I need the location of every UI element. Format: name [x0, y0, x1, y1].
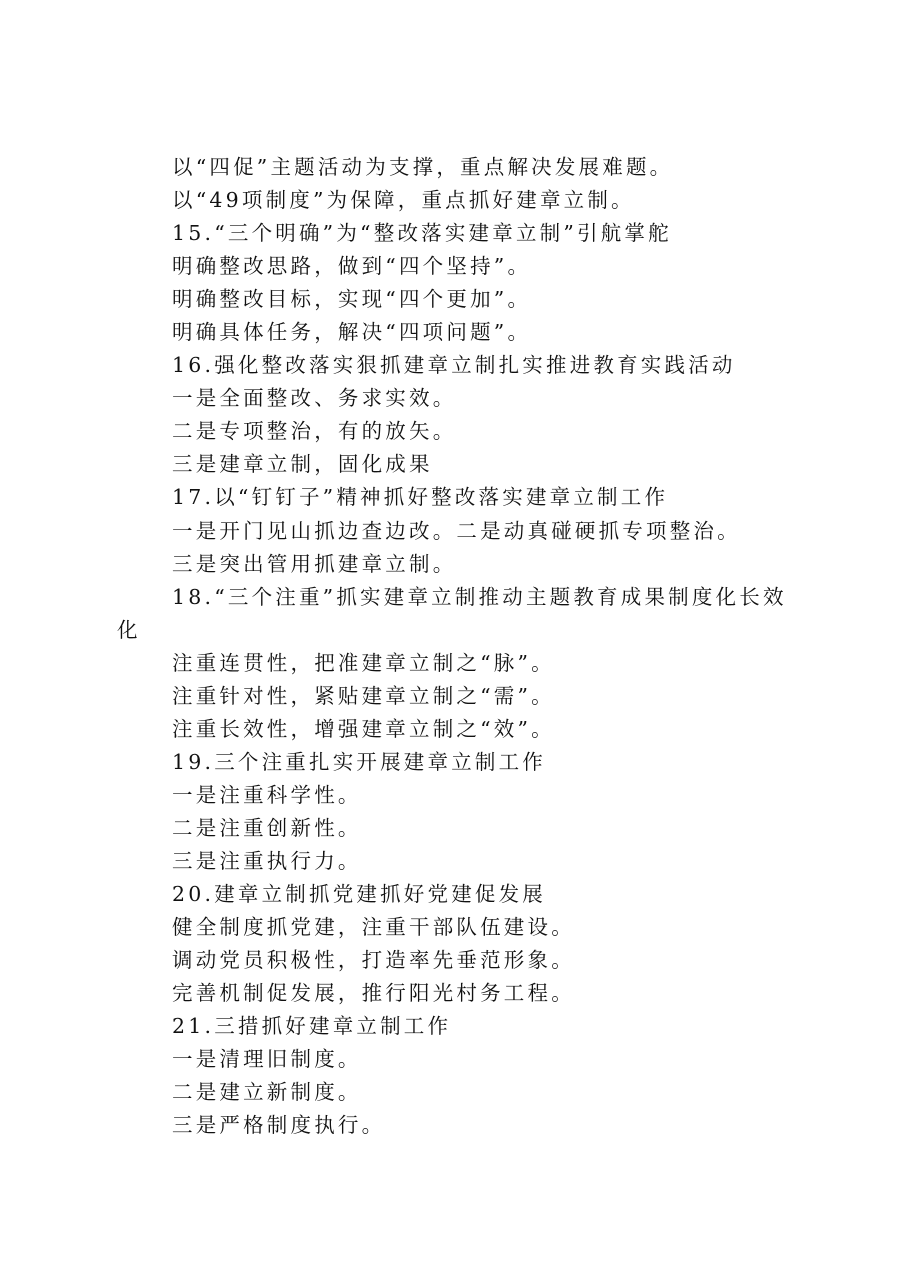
body-line: 以“四促”主题活动为支撑，重点解决发展难题。 [172, 155, 674, 179]
body-line: 明确整改思路，做到“四个坚持”。 [172, 254, 532, 279]
document-body [117, 151, 807, 1142]
section-heading-17: 17.以“钉钉子”精神抓好整改落实建章立制工作 [172, 485, 669, 510]
section-heading-18: 18.“三个注重”抓实建章立制推动主题教育成果制度化长效化 [117, 584, 787, 642]
body-line: 二是专项整治，有的放矢。 [172, 419, 457, 444]
body-line: 注重针对性，紧贴建章立制之“需”。 [172, 683, 555, 708]
body-line: 完善机制促发展，推行阳光村务工程。 [172, 981, 575, 1006]
body-line: 一是清理旧制度。 [172, 1047, 362, 1072]
body-line: 以“49项制度”为保障，重点抓好建章立制。 [172, 188, 635, 213]
body-line: 二是注重创新性。 [172, 815, 362, 840]
body-line: 一是全面整改、务求实效。 [172, 386, 457, 411]
body-line: 调动党员积极性，打造率先垂范形象。 [172, 948, 575, 973]
body-line: 明确整改目标，实现“四个更加”。 [172, 287, 532, 312]
body-line: 二是建立新制度。 [172, 1080, 362, 1105]
section-heading-19: 19.三个注重扎实开展建章立制工作 [172, 749, 547, 774]
body-line: 一是注重科学性。 [172, 782, 362, 807]
body-line: 明确具体任务，解决“四项问题”。 [172, 320, 532, 345]
body-line: 一是开门见山抓边查边改。二是动真碰硬抓专项整治。 [172, 518, 741, 543]
body-line: 三是突出管用抓建章立制。 [172, 551, 457, 576]
body-line: 健全制度抓党建，注重干部队伍建设。 [172, 915, 575, 940]
section-heading-20: 20.建章立制抓党建抓好党建促发展 [172, 882, 547, 907]
body-line: 三是建章立制，固化成果 [172, 452, 433, 477]
section-heading-16: 16.强化整改落实狠抓建章立制扎实推进教育实践活动 [172, 353, 736, 378]
body-line: 三是严格制度执行。 [172, 1113, 386, 1138]
body-line: 三是注重执行力。 [172, 848, 362, 873]
section-heading-15: 15.“三个明确”为“整改落实建章立制”引航掌舵 [172, 221, 672, 246]
body-line: 注重长效性，增强建章立制之“效”。 [172, 716, 555, 741]
section-heading-21: 21.三措抓好建章立制工作 [172, 1014, 452, 1039]
body-line: 注重连贯性，把准建章立制之“脉”。 [172, 650, 555, 675]
